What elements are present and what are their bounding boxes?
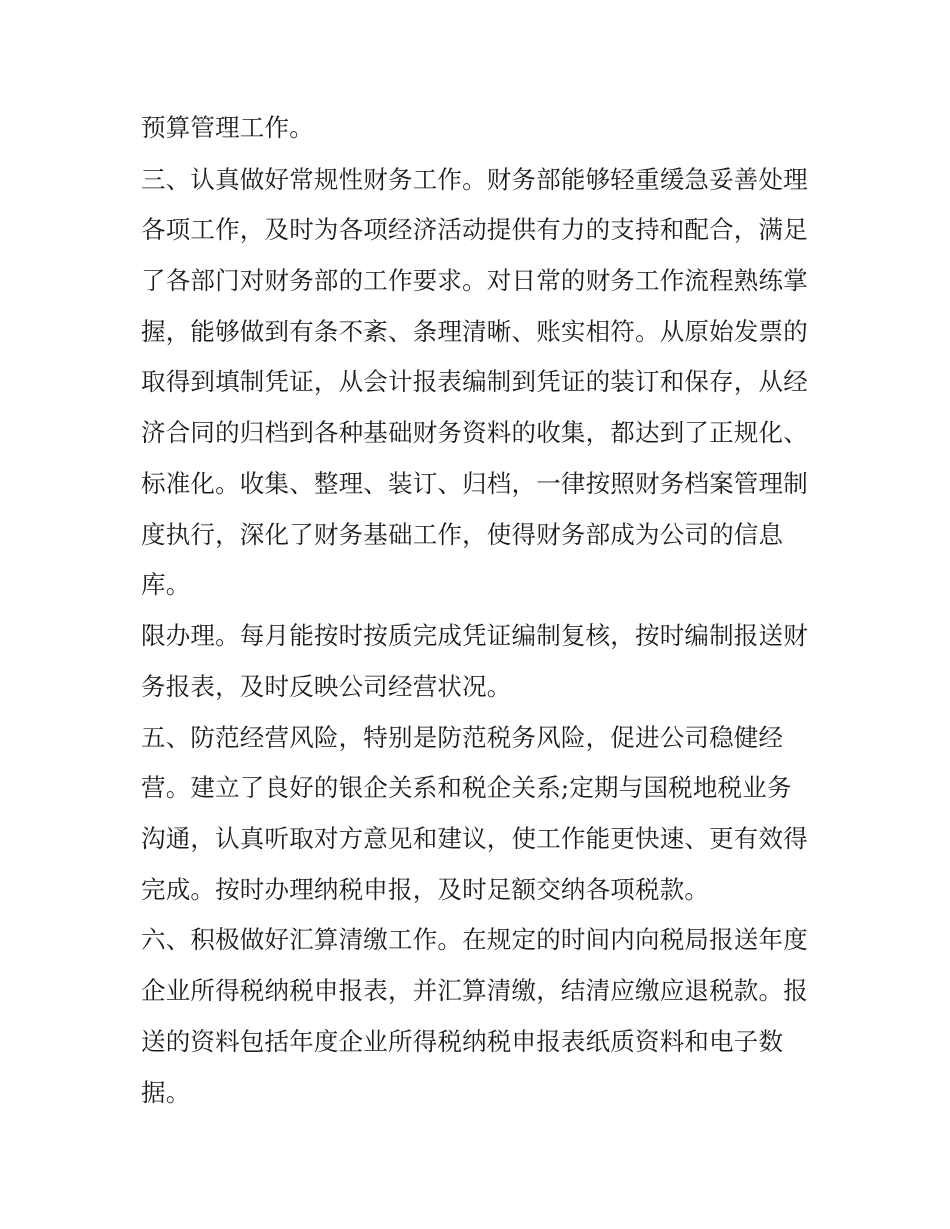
text-line: 取得到填制凭证，从会计报表编制到凭证的装订和保存，从经 [141, 367, 808, 396]
text-line: 企业所得税纳税申报表，并汇算清缴，结清应缴应退税款。报 [141, 976, 808, 1005]
text-line: 据。 [141, 1078, 191, 1107]
text-line: 完成。按时办理纳税申报，及时足额交纳各项税款。 [141, 875, 710, 904]
text-line: 标准化。收集、整理、装订、归档，一律按照财务档案管理制 [141, 469, 808, 498]
text-line: 限办理。每月能按时按质完成凭证编制复核，按时编制报送财 [141, 621, 808, 650]
text-line: 营。建立了良好的银企关系和税企关系;定期与国税地税业务 [141, 773, 792, 802]
text-line: 了各部门对财务部的工作要求。对日常的财务工作流程熟练掌 [141, 266, 808, 295]
text-line: 握，能够做到有条不紊、条理清晰、账实相符。从原始发票的 [141, 317, 808, 346]
text-line: 度执行，深化了财务基础工作，使得财务部成为公司的信息 [141, 520, 784, 549]
text-line: 三、认真做好常规性财务工作。财务部能够轻重缓急妥善处理 [141, 165, 808, 194]
text-line: 五、防范经营风险，特别是防范税务风险，促进公司稳健经 [141, 723, 784, 752]
text-line: 预算管理工作。 [141, 113, 314, 142]
text-line: 务报表，及时反映公司经营状况。 [141, 672, 512, 701]
text-line: 六、积极做好汇算清缴工作。在规定的时间内向税局报送年度 [141, 925, 808, 954]
text-line: 各项工作，及时为各项经济活动提供有力的支持和配合，满足 [141, 215, 808, 244]
text-line: 沟通，认真听取对方意见和建议，使工作能更快速、更有效得 [141, 824, 808, 853]
text-line: 济合同的归档到各种基础财务资料的收集，都达到了正规化、 [141, 418, 808, 447]
text-line: 送的资料包括年度企业所得税纳税申报表纸质资料和电子数 [141, 1027, 784, 1056]
text-line: 库。 [141, 570, 191, 599]
